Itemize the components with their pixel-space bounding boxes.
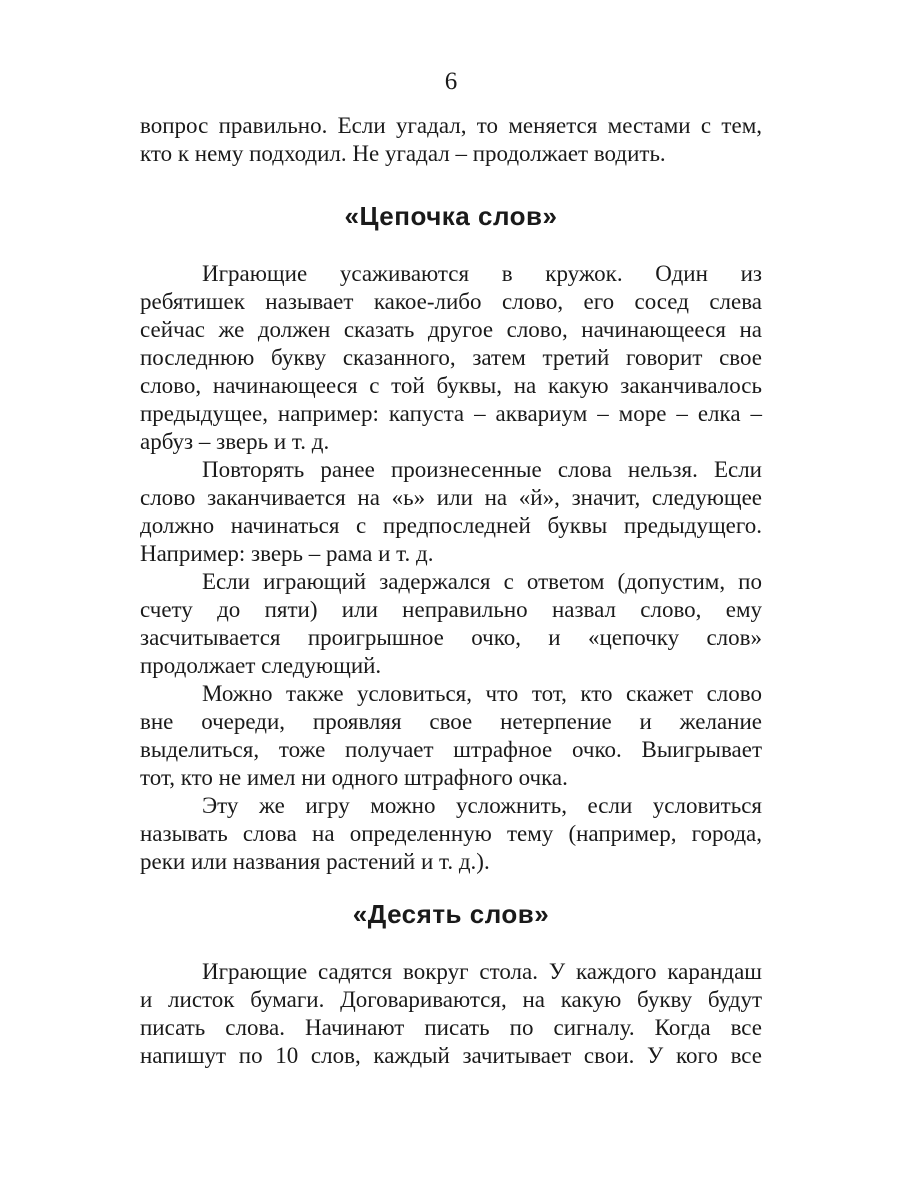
text-line: арбуз – зверь и т. д. <box>140 429 330 454</box>
text-line: писать слова. Начинают писать по сигналу. Когда все <box>140 1015 762 1040</box>
text-line: ребятишек называет какое-либо слово, его сосед слева <box>140 289 762 314</box>
text-line: должно начинаться с предпоследней буквы предыдущего. <box>140 513 762 538</box>
text-line: слово, начинающееся с той буквы, на какую заканчивалось <box>140 373 762 398</box>
text-line: Эту же игру можно усложнить, если условиться <box>202 793 762 818</box>
text-line: называть слова на определенную тему (например, города, <box>140 821 762 846</box>
paragraph <box>140 792 762 876</box>
text-line: тот, кто не имел ни одного штрафного очка. <box>140 765 568 790</box>
text-line: вопрос правильно. Если угадал, то меняется местами с тем, <box>140 113 762 138</box>
text-line: Повторять ранее произнесенные слова нельзя. Если <box>202 457 762 482</box>
text-line: кто к нему подходил. Не угадал – продолжает водить. <box>140 141 666 166</box>
paragraph <box>140 568 762 680</box>
section-title-ten-words: «Десять слов» <box>352 899 550 929</box>
text-line: Можно также условиться, что тот, кто скажет слово <box>202 681 762 706</box>
text-line: и листок бумаги. Договариваются, на какую букву будут <box>140 987 762 1012</box>
paragraph <box>140 456 762 568</box>
text-line: реки или названия растений и т. д.). <box>140 849 490 874</box>
page-number: 6 <box>444 68 458 95</box>
paragraph-continuation <box>140 112 762 168</box>
text-line: сейчас же должен сказать другое слово, начинающееся на <box>140 317 762 342</box>
text-line: выделиться, тоже получает штрафное очко. Выигрывает <box>140 737 762 762</box>
paragraph <box>140 260 762 456</box>
text-line: напишут по 10 слов, каждый зачитывает свои. У кого все <box>140 1043 762 1068</box>
text-line: слово заканчивается на «ь» или на «й», значит, следующее <box>140 485 762 510</box>
paragraph <box>140 958 762 1070</box>
text-line: последнюю букву сказанного, затем третий говорит свое <box>140 345 762 370</box>
text-line: продолжает следующий. <box>140 653 382 678</box>
text-line: счету до пяти) или неправильно назвал слово, ему <box>140 597 762 622</box>
text-line: Например: зверь – рама и т. д. <box>140 541 434 566</box>
text-line: Играющие усаживаются в кружок. Один из <box>202 261 762 286</box>
paragraph <box>140 680 762 792</box>
text-line: предыдущее, например: капуста – аквариум – море – елка – <box>140 401 762 426</box>
text-line: Если играющий задержался с ответом (допустим, по <box>202 569 762 594</box>
text-line: засчитывается проигрышное очко, и «цепочку слов» <box>140 625 762 650</box>
section-title-chain-of-words: «Цепочка слов» <box>344 201 558 231</box>
text-line: вне очереди, проявляя свое нетерпение и желание <box>140 709 762 734</box>
text-line: Играющие садятся вокруг стола. У каждого карандаш <box>202 959 762 984</box>
